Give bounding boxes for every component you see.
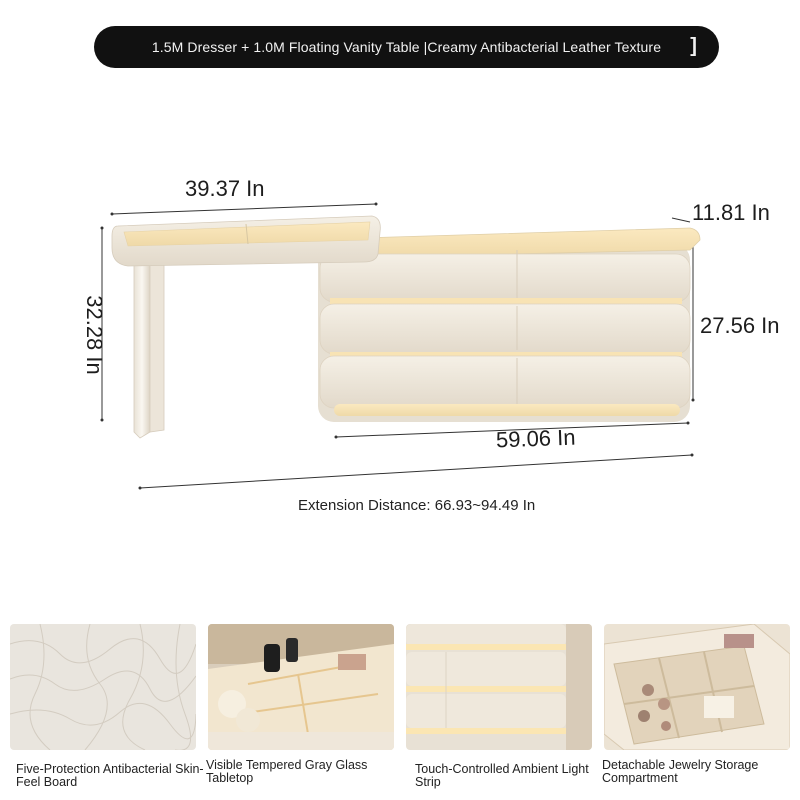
glass-tabletop-icon [208,624,394,750]
vanity-leg [134,262,150,438]
vanity-width-label: 39.37 In [185,176,265,201]
leather-texture-icon [10,624,196,750]
depth-label: 11.81 In [692,200,770,225]
light-strip-icon [406,624,592,750]
jewelry-tray-icon [604,624,790,750]
light-strip-tile [406,624,592,750]
jewelry-tray-tile [604,624,790,750]
glass-tabletop-tile [208,624,394,750]
dresser-height-label: 27.56 In [700,313,780,338]
extension-distance-label: Extension Distance: 66.93~94.49 In [298,497,536,514]
feature-caption-2: Visible Tempered Gray Glass Tabletop [206,758,368,785]
feature-caption-4: Detachable Jewelry Storage Compartment [602,758,759,785]
banner-title: 1.5M Dresser + 1.0M Floating Vanity Table |Creamy Antibacterial Leather Texture [151,39,662,55]
banner-end-mark: ] [690,35,697,57]
feature-caption-1: Five-Protection Antibacterial Skin-Feel Board [16,762,204,789]
vanity-height-label: 32.28 In [81,295,107,375]
feature-caption-3: Touch-Controlled Ambient Light Strip [415,762,589,789]
vanity-top [112,216,380,266]
leather-texture-tile [10,624,196,750]
dresser-width-label: 59.06 In [495,424,576,453]
